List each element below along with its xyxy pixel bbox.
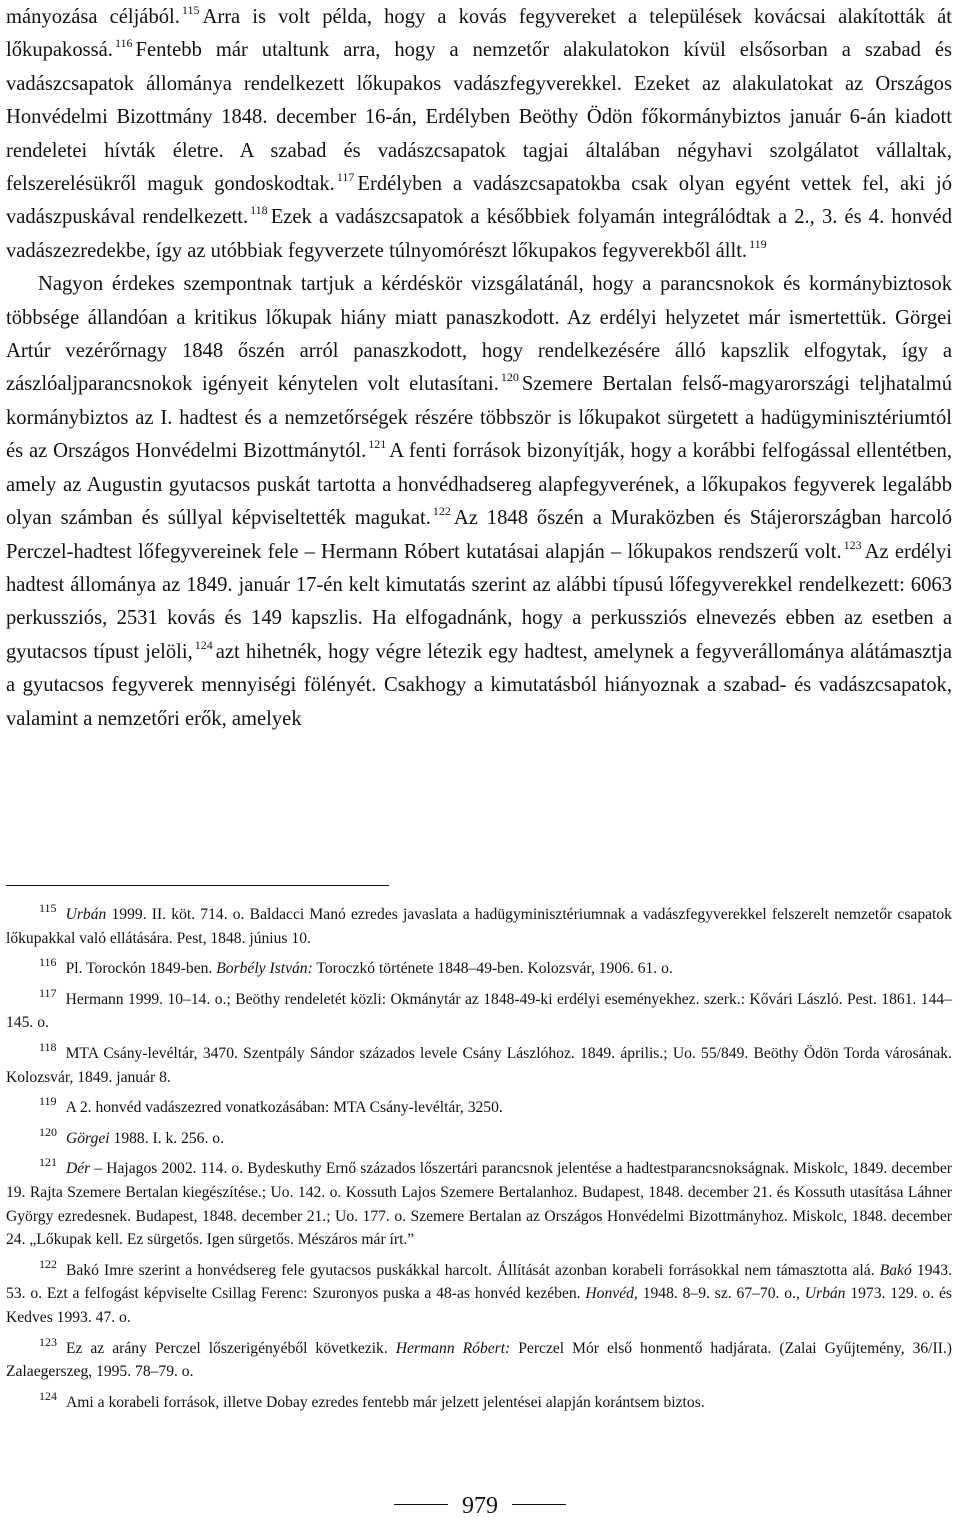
footnote-ref-116[interactable]: 116 — [114, 36, 133, 51]
text-run: A fenti források bizonyítják, hogy a korábbi felfogással ellentétben, amely az Augustin gyutacsos puskát tartotta a honvédhadsereg alapfegyverének, a lőkupakos fegyverek legalább olyan számban és súllyal képviseltették magukat. — [6, 440, 952, 530]
footnote-ref-119[interactable]: 119 — [749, 236, 767, 251]
footnote-text: Toroczkó története 1848–49-ben. Kolozsvár, 1906. 61. o. — [316, 960, 673, 978]
footnote-124 — [6, 1388, 952, 1415]
text-run: Erdélyben a vadászcsapatokba csak olyan egyént vettek fel, aki jó vadászpuskával rendelkezett. — [6, 173, 952, 229]
footnote-text: MTA Csány-levéltár, 3470. Szentpály Sándor százados levele Csány Lászlóhoz. 1849. április.; Uo. 55/849. Beöthy Ödön Torda városának. Kolozsvár, 1849. január 8. — [6, 1044, 952, 1086]
paragraph-2 — [6, 268, 952, 736]
text-run: Nagyon érdekes szempontnak tartjuk a kérdéskör vizsgálatánál, hogy a parancsnokok és kormánybiztosok többsége állandóan a kritikus lőkupak hiány miatt panaszkodott. Az erdélyi helyzetet már ismertettük. Görgei Artúr vezérőrnagy 1848 őszén arról panaszkodott, hogy rendelkezésére álló kapszlik elfogytak, így a zászlóaljparancsnokok igényeit kénytelen volt elutasítani. — [6, 273, 952, 396]
footnote-number: 123 — [39, 1334, 57, 1349]
footnote-ref-118[interactable]: 118 — [250, 203, 268, 218]
footnote-text: Hajagos 2002. 114. o. Bydeskuthy Ernő százados lőszertári parancsnok jelentése a hadtestparancsnokságnak. Miskolc, 1849. december 19. Rajta Szemere Bertalan kiegészítése.; Uo. 142. o. Kossuth Lajos Szemere Bertalanhoz. Budapest, 1848. december 21. és Kossuth utasítása Láhner György ezredesnek. Budapest, 1848. december 21.; Uo. 177. o. Szemere Bertalan az Országos Honvédelmi Bizottmányhoz. Miskolc, 1848. december 24. „Lőkupak kell. Ez sürgetős. Igen sürgetős. Mészáros már írt.” — [6, 1160, 952, 1249]
text-run: Az erdélyi hadtest állománya az 1849. január 17-én kelt kimutatás szerint az alábbi típusú lőfegyverekkel rendelkezett: 6063 perkussziós, 2531 kovás és 149 kapszlis. Ha elfogadnánk, hogy a perkussziós elnevezés ebben az esetben a gyutacsos típust jelöli, — [6, 540, 952, 663]
footnote-text: Ami a korabeli források, illetve Dobay ezredes fentebb már jelzett jelentései alapján korántsem biztos. — [66, 1393, 705, 1411]
page-body — [6, 0, 952, 736]
footnote-ref-121[interactable]: 121 — [368, 437, 387, 452]
citation-author: Urbán — [65, 906, 107, 923]
paragraph-1 — [6, 1, 952, 268]
footnote-text: 1973. 129. o. és Kedves 1993. 47. o. — [6, 1285, 952, 1326]
footnote-ref-122[interactable]: 122 — [432, 504, 451, 519]
footnote-ref-115[interactable]: 115 — [181, 3, 200, 17]
footnote-ref-123[interactable]: 123 — [843, 537, 862, 552]
text-run: Arra is volt példa, hogy a kovás fegyvereket a települések kovácsai alakították át lőkupakossá. — [6, 6, 952, 62]
footnote-122 — [6, 1256, 952, 1330]
citation-author: Hermann Róbert: — [395, 1339, 511, 1357]
footnote-separator — [6, 885, 389, 886]
footnote-118 — [6, 1039, 952, 1089]
footnote-number: 118 — [39, 1039, 57, 1054]
footnote-117 — [6, 985, 952, 1035]
footnote-number: 116 — [39, 955, 57, 970]
footnote-ref-120[interactable]: 120 — [500, 370, 519, 385]
footnote-number: 120 — [39, 1124, 57, 1139]
footnote-number: 117 — [39, 985, 57, 1000]
citation-journal: Honvéd, — [585, 1285, 638, 1303]
footnote-115 — [6, 903, 952, 950]
footnote-number: 119 — [39, 1094, 57, 1109]
citation-author: Borbély István: — [216, 960, 313, 978]
footnote-text: 1999. II. köt. 714. o. Baldacci Manó ezredes javaslata a hadügyminisztériumnak a vadászfegyverekkel felszerelt nemzetőr csapatok lőkupakkal való ellátására. Pest, 1848. június 10. — [6, 906, 952, 947]
text-run: Szemere Bertalan felső-magyarországi teljhatalmú kormánybiztos az I. hadtest és a nemzetőrségek részére többször is lőkupakot sürgetett a hadügyminisztériumtól és az Országos Honvédelmi Bizottmánytól. — [6, 373, 953, 463]
footnote-121 — [6, 1157, 952, 1251]
footnote-text: 1948. 8–9. sz. 67–70. o., — [642, 1285, 800, 1303]
footnote-text: 1943. 53. o. Ezt a felfogást képviselte Csillag Ferenc: Szuronyos puska a 48-as honvéd kezében. — [6, 1261, 952, 1303]
footnote-120 — [6, 1124, 952, 1151]
citation-author: Bakó — [879, 1261, 912, 1279]
footnote-ref-124[interactable]: 124 — [194, 637, 213, 652]
page-number-value: 979 — [462, 1493, 498, 1519]
footnote-text: Ez az arány Perczel lőszerigényéből következik. — [66, 1339, 388, 1357]
citation-author: Dér – — [66, 1160, 107, 1178]
page-number-dash-right — [512, 1504, 566, 1505]
main-text — [6, 0, 952, 736]
text-run: Ezek a vadászcsapatok a későbbiek folyamán integrálódtak a 2., 3. és 4. honvéd vadászezredekbe, így az utóbbiak fegyverzete túlnyomórészt lőkupakos fegyverekből állt. — [6, 206, 952, 262]
footnote-text: A 2. honvéd vadászezred vonatkozásában: MTA Csány-levéltár, 3250. — [65, 1099, 503, 1117]
footnote-number: 124 — [39, 1388, 57, 1403]
footnote-number: 115 — [39, 901, 57, 915]
footnote-119 — [6, 1096, 952, 1120]
footnote-text: 1988. I. k. 256. o. — [113, 1129, 224, 1147]
text-run: Fentebb már utaltunk arra, hogy a nemzetőr alakulatokon kívül elsősorban a szabad és vadászcsapatok állománya rendelkezett lőkupakos vadászfegyverekkel. Ezeket az alakulatokat az Országos Honvédelmi Bizottmány 1848. december 16-án, Erdélyben Beöthy Ödön főkormánybiztos január 6-án kiadott rendeletei hívták életre. A szabad és vadászcsapatok tagjai általában négyhavi szolgálatot vállaltak, felszerelésükről maguk gondoskodtak. — [6, 39, 952, 196]
text-run: azt hihetnék, hogy végre létezik egy hadtest, amelynek a fegyverállománya alátámasztja a gyutacsos fegyverek mennyiségi fölényét. Csakhogy a kimutatásból hiányoznak a szabad- és vadászcsapatok, valamint a nemzetőri erők, amelyek — [6, 640, 953, 730]
footnotes — [6, 903, 952, 1421]
footnote-text: Bakó Imre szerint a honvédsereg fele gyutacsos puskákkal harcolt. Állítását azonban korabeli forrásokkal nem támasztotta alá. — [66, 1261, 875, 1279]
footnote-text: Perczel Mór első honmentő hadjárata. (Zalai Gyűjtemény, 36/II.) Zalaegerszeg, 1995. 78–79. o. — [6, 1339, 952, 1381]
footnote-ref-117[interactable]: 117 — [336, 170, 355, 185]
text-run: mányozása céljából. — [6, 6, 180, 28]
citation-author: Urbán — [804, 1285, 846, 1303]
footnote-number: 121 — [39, 1155, 57, 1170]
footnote-number: 122 — [39, 1256, 57, 1271]
footnote-text: Hermann 1999. 10–14. o.; Beöthy rendeletét közli: Okmánytár az 1848-49-ki erdélyi eseményekhez. szerk.: Kővári László. Pest. 1861. 144–145. o. — [6, 990, 952, 1032]
footnote-116 — [6, 957, 952, 981]
footnote-text: Pl. Torockón 1849-ben. — [65, 960, 213, 978]
text-run: Az 1848 őszén a Muraközben és Stájerországban harcoló Perczel-hadtest lőfegyvereinek fele – Hermann Róbert kutatásai alapján – lőkupakos rendszerű volt. — [6, 507, 952, 563]
page-number-dash-left — [394, 1504, 448, 1505]
page-number — [0, 1491, 960, 1521]
citation-author: Görgei — [66, 1129, 110, 1147]
footnote-123 — [6, 1334, 952, 1384]
